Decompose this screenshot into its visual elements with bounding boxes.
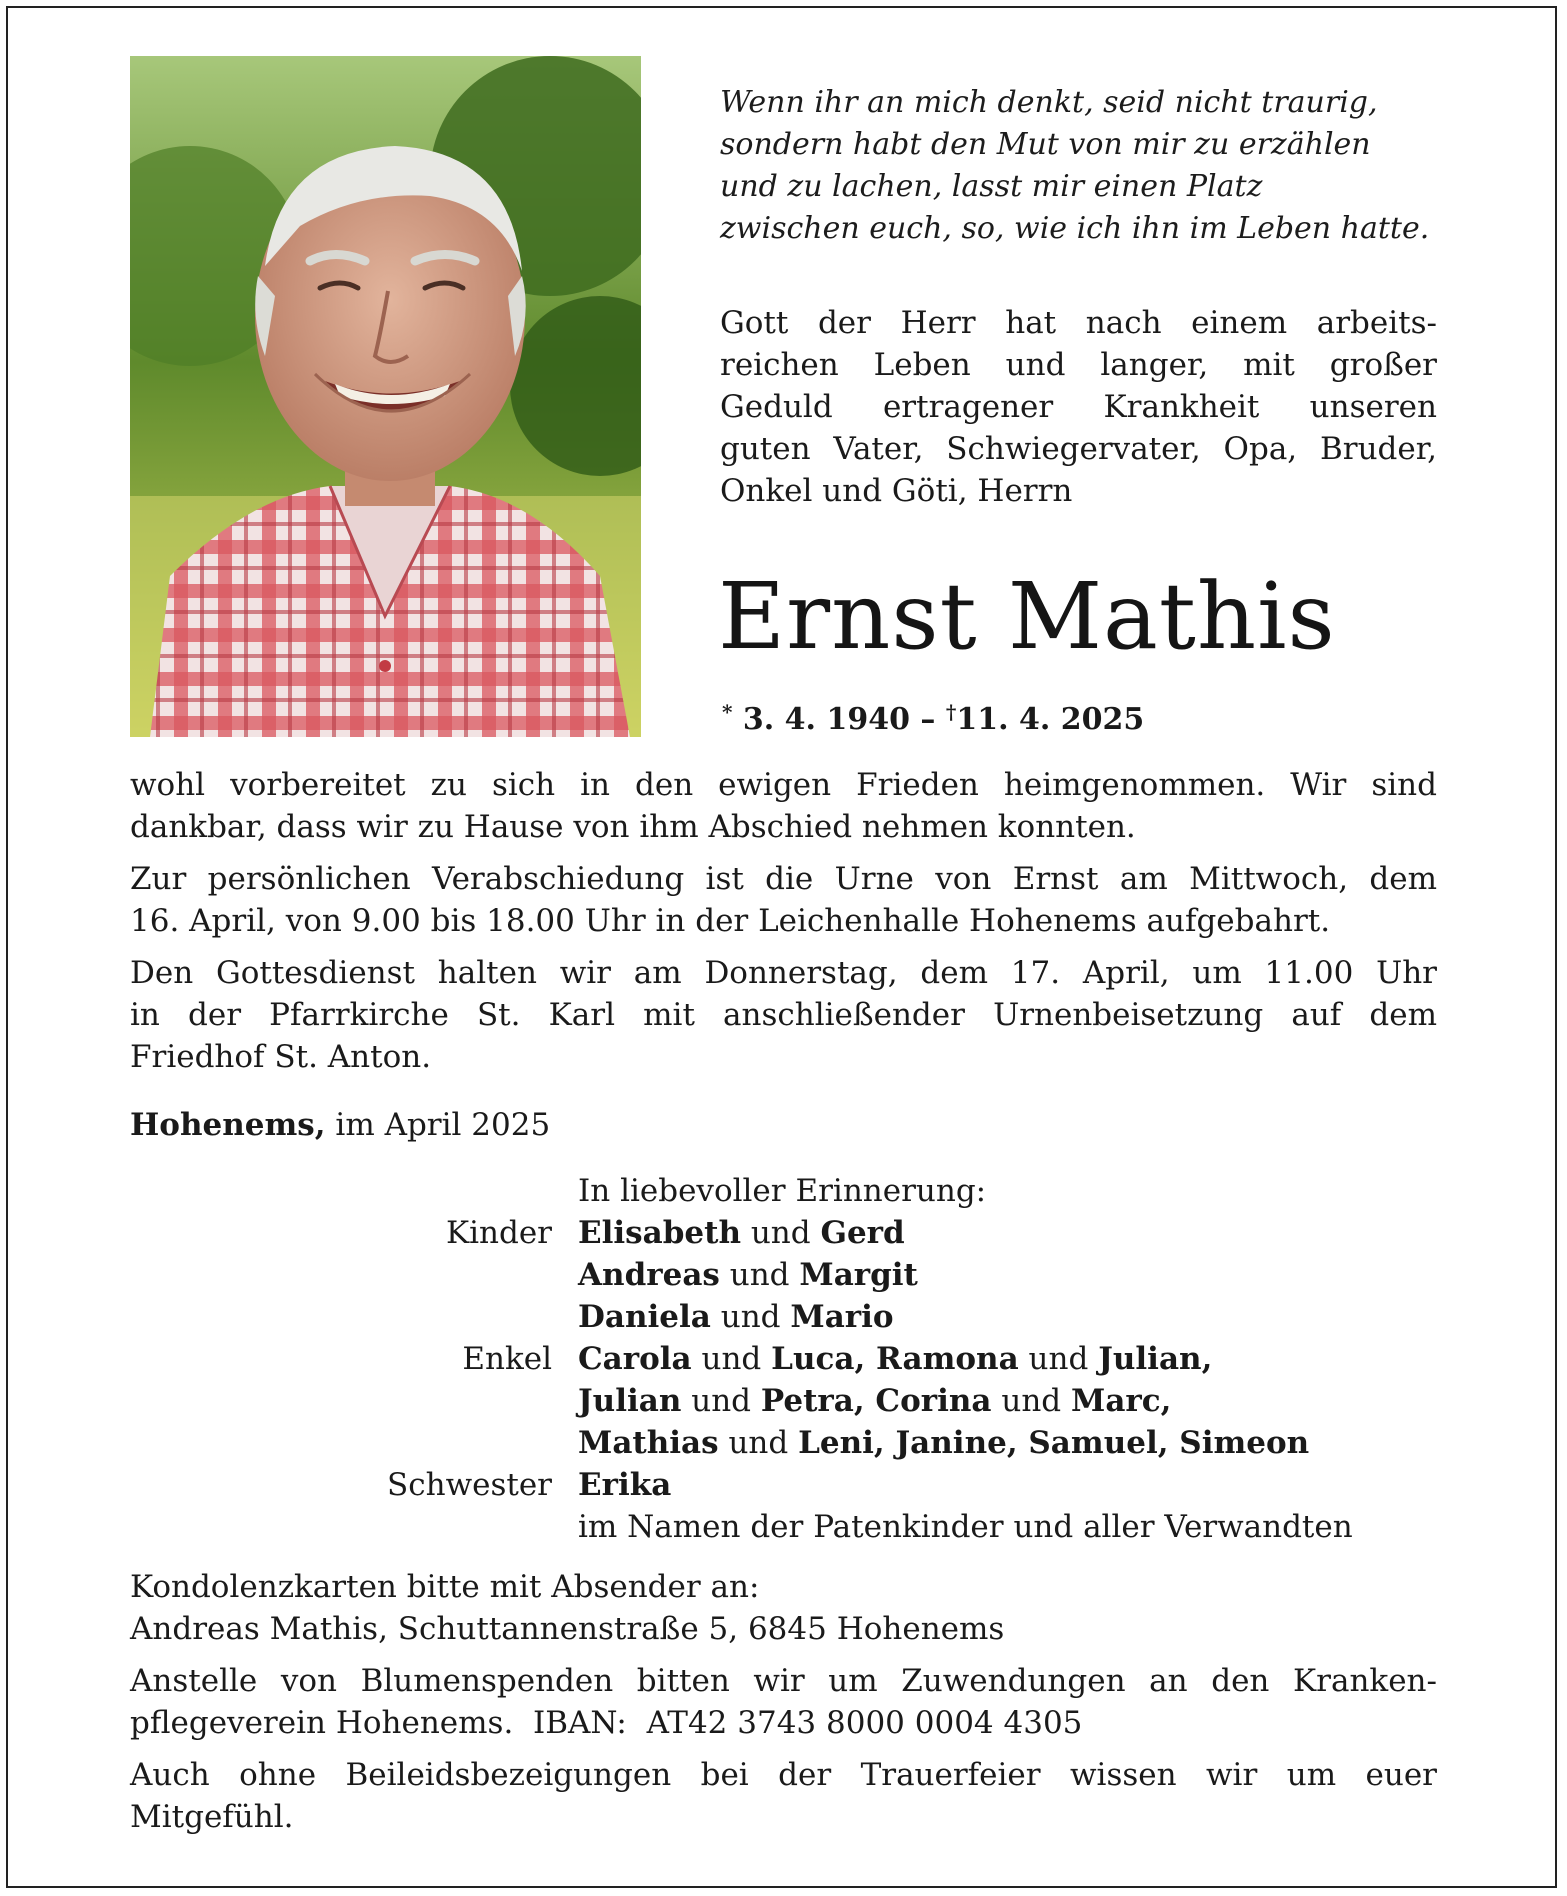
grandchild-name: Luca, Ramona (771, 1341, 1019, 1377)
partner-name: Margit (799, 1257, 918, 1293)
intro-line: Geduld ertragener Krankheit unseren (720, 389, 1437, 425)
footer-line: Mitgefühl. (130, 1799, 294, 1835)
kinder-entry (578, 1254, 918, 1296)
family-closing: im Namen der Patenkinder und aller Verwandten (578, 1509, 1353, 1545)
child-name: Daniela (578, 1299, 711, 1335)
body-paragraph (130, 858, 1437, 942)
place-date (130, 1104, 550, 1146)
donation-block (130, 1660, 1437, 1744)
place-month: im April 2025 (335, 1107, 551, 1143)
enkel-entry (578, 1380, 1171, 1422)
intro-line: guten Vater, Schwiegervater, Opa, Bruder, (720, 431, 1437, 467)
family-row (0, 1506, 1567, 1548)
body-line: Friedhof St. Anton. (130, 1039, 432, 1075)
family-row (0, 1464, 1567, 1506)
life-dates (722, 692, 1144, 740)
child-name: Andreas (578, 1257, 720, 1293)
memorial-quote (720, 82, 1440, 250)
intro-line: Onkel und Göti, Herrn (720, 473, 1073, 509)
and-word: und (720, 1299, 781, 1335)
and-word: und (701, 1341, 762, 1377)
family-row (0, 1296, 1567, 1338)
grandchild-name: Julian (578, 1383, 682, 1419)
partner-name: Mario (790, 1299, 894, 1335)
intro-text (720, 302, 1437, 512)
death-date: 11. 4. 2025 (956, 702, 1145, 737)
body-line: wohl vorbereitet zu sich in den ewigen Frieden heimgenommen. Wir sind (130, 767, 1437, 803)
place-town: Hohenems, (130, 1107, 326, 1143)
birth-date: 3. 4. 1940 (742, 702, 910, 737)
body-line: 16. April, von 9.00 bis 18.00 Uhr in der Leichenhalle Hohenems aufgebahrt. (130, 903, 1331, 939)
body-line: in der Pfarrkirche St. Karl mit anschließender Urnenbeisetzung auf dem (130, 997, 1437, 1033)
and-word: und (750, 1215, 811, 1251)
grandchild-name: Marc, (1071, 1383, 1172, 1419)
closing-block (130, 1754, 1437, 1838)
quote-line: Wenn ihr an mich denkt, seid nicht traurig, (720, 85, 1378, 120)
birth-symbol: * (722, 700, 733, 724)
family-row (0, 1170, 1567, 1212)
family-row (0, 1380, 1567, 1422)
kinder-entry (578, 1212, 905, 1254)
and-word: und (729, 1257, 790, 1293)
notice-body (130, 764, 1437, 1088)
family-row (0, 1212, 1567, 1254)
body-line: dankbar, dass wir zu Hause von ihm Abschied nehmen konnten. (130, 809, 1136, 845)
family-heading: In liebevoller Erinnerung: (578, 1173, 987, 1209)
footer-line: pflegeverein Hohenems. IBAN: AT42 3743 8000 0004 4305 (130, 1705, 1083, 1741)
quote-line: und zu lachen, lasst mir einen Platz (720, 169, 1263, 204)
sister-name: Erika (578, 1467, 672, 1503)
portrait-photo (130, 56, 641, 737)
footer-line: Andreas Mathis, Schuttannenstraße 5, 6845 Hohenems (130, 1611, 1005, 1647)
enkel-entry (578, 1422, 1309, 1464)
and-word: und (728, 1425, 789, 1461)
footer-line: Anstelle von Blumenspenden bitten wir um Zuwendungen an den Kranken- (130, 1663, 1437, 1699)
grandchild-name: Mathias (578, 1425, 719, 1461)
label-enkel: Enkel (462, 1341, 552, 1377)
label-kinder: Kinder (445, 1215, 552, 1251)
family-list (0, 1170, 1567, 1548)
enkel-entry (578, 1338, 1212, 1380)
death-symbol: † (945, 700, 957, 724)
family-row (0, 1422, 1567, 1464)
and-word: und (1028, 1341, 1089, 1377)
body-paragraph (130, 952, 1437, 1078)
date-separator: – (920, 702, 936, 737)
label-schwester: Schwester (387, 1467, 552, 1503)
intro-line: reichen Leben und langer, mit großer (720, 347, 1437, 383)
body-line: Zur persönlichen Verabschiedung ist die Urne von Ernst am Mittwoch, dem (130, 861, 1437, 897)
grandchild-name: Carola (578, 1341, 692, 1377)
and-word: und (1001, 1383, 1062, 1419)
grandchild-name: Julian, (1098, 1341, 1213, 1377)
body-line: Den Gottesdienst halten wir am Donnerstag, dem 17. April, um 11.00 Uhr (130, 955, 1437, 991)
address-block (130, 1566, 1437, 1650)
quote-line: zwischen euch, so, wie ich ihn im Leben hatte. (720, 211, 1430, 246)
notice-footer (130, 1566, 1437, 1848)
schwester-entry (578, 1464, 671, 1506)
child-name: Elisabeth (578, 1215, 741, 1251)
quote-line: sondern habt den Mut von mir zu erzählen (720, 127, 1371, 162)
grandchild-name: Petra, Corina (760, 1383, 992, 1419)
grandchild-name: Leni, Janine, Samuel, Simeon (798, 1425, 1310, 1461)
footer-line: Auch ohne Beileidsbezeigungen bei der Trauerfeier wissen wir um euer (130, 1757, 1437, 1793)
intro-line: Gott der Herr hat nach einem arbeits- (720, 305, 1437, 341)
kinder-entry (578, 1296, 894, 1338)
deceased-name: Ernst Mathis (718, 563, 1336, 670)
partner-name: Gerd (820, 1215, 905, 1251)
family-row (0, 1338, 1567, 1380)
family-row (0, 1254, 1567, 1296)
body-paragraph (130, 764, 1437, 848)
and-word: und (691, 1383, 752, 1419)
footer-line: Kondolenzkarten bitte mit Absender an: (130, 1569, 760, 1605)
